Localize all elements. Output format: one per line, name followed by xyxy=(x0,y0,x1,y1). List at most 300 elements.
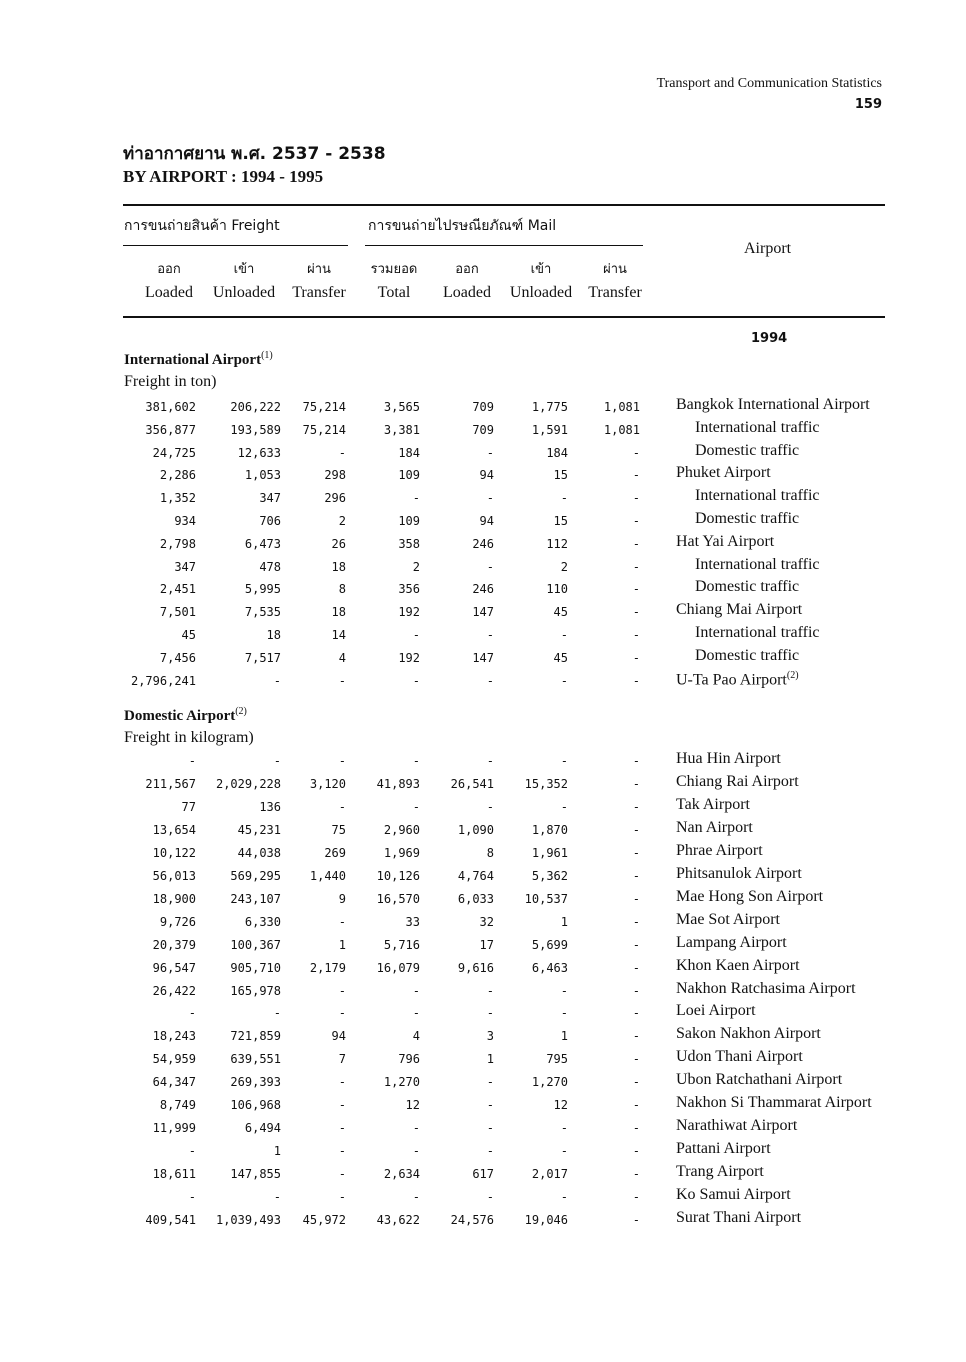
dom-row-airport-name: Ko Samui Airport xyxy=(676,1186,791,1204)
column-header-thai-1: เข้า xyxy=(233,262,255,277)
dom-row-cell: 795 xyxy=(546,1052,568,1067)
dom-row-cell: 269 xyxy=(324,845,346,860)
dom-row-cell: - xyxy=(412,754,420,768)
dom-row-cell: - xyxy=(486,983,494,998)
dom-row-airport-name: Mae Sot Airport xyxy=(676,910,780,928)
dom-row-cell: - xyxy=(338,1075,346,1090)
dom-row-cell: 10,126 xyxy=(376,868,420,883)
dom-row-airport-name: Phrae Airport xyxy=(676,841,763,859)
dom-row-cell: - xyxy=(632,1190,640,1205)
dom-row-airport-name: Tak Airport xyxy=(676,795,750,813)
dom-row-cell: - xyxy=(338,1190,346,1205)
dom-row-cell: 1,870 xyxy=(531,822,568,837)
dom-row-cell: 96,547 xyxy=(152,960,196,975)
dom-row-airport-name: Ubon Ratchathani Airport xyxy=(676,1071,843,1089)
dom-row-cell: 26,422 xyxy=(152,983,196,998)
dom-row-cell: 15,352 xyxy=(524,776,568,791)
dom-row-cell: 41,893 xyxy=(376,776,420,791)
dom-row-airport-name: Nakhon Ratchasima Airport xyxy=(676,979,856,997)
dom-row-cell: 1,270 xyxy=(531,1075,568,1090)
intl-row-cell: 296 xyxy=(324,491,346,506)
dom-row-cell: 24,576 xyxy=(450,1213,494,1227)
intl-row-cell: 7,535 xyxy=(244,605,281,620)
dom-row-airport-name: Mae Hong Son Airport xyxy=(676,887,824,905)
intl-row-cell: - xyxy=(632,536,640,551)
intl-row-airport-name: Domestic traffic xyxy=(695,578,800,596)
dom-row-cell: 617 xyxy=(472,1167,494,1182)
intl-row-cell: 14 xyxy=(331,628,346,642)
dom-row-cell: 45,972 xyxy=(302,1213,346,1227)
dom-row-cell: 4 xyxy=(412,1029,420,1044)
intl-row-cell: - xyxy=(486,628,494,642)
column-header-unloaded-1: Unloaded xyxy=(212,284,276,301)
column-header-thai-6: ผ่าน xyxy=(603,262,627,277)
dom-row-cell: 10,537 xyxy=(524,891,568,906)
dom-row-cell: - xyxy=(632,1075,640,1090)
dom-row-cell: 6,033 xyxy=(457,891,494,906)
dom-row-cell: 64,347 xyxy=(152,1075,196,1090)
intl-row-airport-name: International traffic xyxy=(695,624,820,641)
intl-row-cell: 15 xyxy=(553,514,568,528)
dom-row-cell: 7 xyxy=(338,1052,346,1067)
intl-row-cell: 246 xyxy=(472,536,494,551)
dom-row-cell: 2,960 xyxy=(383,822,420,837)
dom-row-cell: - xyxy=(412,1190,420,1205)
intl-row-cell: 94 xyxy=(479,468,494,483)
dom-row-airport-name: Udon Thani Airport xyxy=(676,1048,803,1066)
intl-row-cell: 478 xyxy=(259,559,281,574)
intl-row-cell: - xyxy=(632,491,640,506)
dom-row-cell: 12 xyxy=(405,1098,420,1113)
dom-row-cell: 77 xyxy=(181,799,196,814)
dom-row-airport-name: Sakon Nakhon Airport xyxy=(676,1025,821,1043)
dom-row-airport-name: Hua Hin Airport xyxy=(676,750,781,767)
dom-row-cell: - xyxy=(188,1006,196,1021)
dom-row-cell: 5,362 xyxy=(531,868,568,883)
column-header-total-3: Total xyxy=(377,284,411,301)
intl-row-cell: 3,565 xyxy=(383,400,420,414)
intl-row-cell: 26 xyxy=(331,536,346,551)
intl-row-cell: 109 xyxy=(398,514,420,528)
dom-row-cell: 8 xyxy=(486,845,494,860)
column-header-thai-0: ออก xyxy=(157,262,181,277)
intl-row-cell: 112 xyxy=(546,536,568,551)
dom-row-cell: - xyxy=(632,1213,640,1227)
intl-row-cell: 706 xyxy=(259,514,281,528)
dom-row-cell: 18,243 xyxy=(152,1029,196,1044)
intl-row-cell: 147 xyxy=(472,650,494,665)
intl-row-cell: - xyxy=(560,628,568,642)
intl-row-cell: 75,214 xyxy=(302,422,346,437)
intl-row-cell: 18 xyxy=(331,559,346,574)
intl-row-cell: 356,877 xyxy=(145,422,196,437)
dom-row-cell: 16,079 xyxy=(376,960,420,975)
intl-row-cell: - xyxy=(486,559,494,574)
dom-row-cell: 45,231 xyxy=(237,822,281,837)
dom-row-airport-name: Surat Thani Airport xyxy=(676,1209,802,1226)
dom-row-cell: - xyxy=(338,914,346,929)
intl-row-cell: 2,798 xyxy=(159,536,196,551)
intl-row-cell: - xyxy=(632,605,640,620)
dom-row-cell: 10,122 xyxy=(152,845,196,860)
intl-row-cell: 75,214 xyxy=(302,400,346,414)
dom-row-cell: 3 xyxy=(486,1029,494,1044)
dom-row-cell: - xyxy=(560,983,568,998)
dom-row-cell: - xyxy=(486,1190,494,1205)
dom-row-cell: 1 xyxy=(273,1144,281,1159)
top-rule xyxy=(123,204,885,206)
intl-row-cell: 184 xyxy=(398,445,420,460)
dom-row-airport-name: Nakhon Si Thammarat Airport xyxy=(676,1094,872,1112)
intl-row-cell: 45 xyxy=(181,628,196,642)
intl-row-airport-name: U-Ta Pao Airport$^{(2)}$ xyxy=(676,669,799,688)
intl-row-cell: 192 xyxy=(398,605,420,620)
dom-row-cell: - xyxy=(632,960,640,975)
dom-row-airport-name: Pattani Airport xyxy=(676,1140,771,1158)
intl-row-cell: 2 xyxy=(338,514,346,528)
intl-row-cell: 7,517 xyxy=(244,650,281,665)
dom-row-cell: - xyxy=(560,799,568,814)
intl-row-cell: 709 xyxy=(472,422,494,437)
intl-row-cell: - xyxy=(486,445,494,460)
intl-row-cell: 5,995 xyxy=(244,582,281,597)
intl-row-cell: 6,473 xyxy=(244,536,281,551)
intl-row-cell: - xyxy=(632,468,640,483)
intl-row-airport-name: Domestic traffic xyxy=(695,510,800,527)
dom-row-cell: - xyxy=(412,1144,420,1159)
airport-column-header: Airport xyxy=(744,240,792,257)
dom-row-cell: - xyxy=(486,1098,494,1113)
dom-row-cell: 211,567 xyxy=(145,776,196,791)
intl-row-cell: - xyxy=(412,628,420,642)
dom-row-cell: 100,367 xyxy=(230,937,281,952)
dom-row-cell: 1 xyxy=(338,937,346,952)
dom-row-cell: - xyxy=(412,1006,420,1021)
intl-row-cell: - xyxy=(632,628,640,642)
intl-row-cell: - xyxy=(486,673,494,688)
intl-row-cell: - xyxy=(338,445,346,460)
dom-row-cell: 2,017 xyxy=(531,1167,568,1182)
dom-row-cell: - xyxy=(632,1052,640,1067)
dom-row-cell: 5,716 xyxy=(383,937,420,952)
dom-row-cell: - xyxy=(632,1029,640,1044)
intl-row-cell: 184 xyxy=(546,445,568,460)
section-domestic-label: Domestic Airport$^{(2)}$ xyxy=(124,706,247,724)
dom-row-cell: - xyxy=(412,799,420,814)
dom-row-cell: 147,855 xyxy=(230,1167,281,1182)
intl-row-cell: 45 xyxy=(553,650,568,665)
intl-row-cell: - xyxy=(632,445,640,460)
dom-row-cell: 6,494 xyxy=(244,1121,281,1136)
dom-row-airport-name: Narathiwat Airport xyxy=(676,1117,798,1135)
section-domestic-unit: Freight in kilogram) xyxy=(124,729,254,746)
intl-row-cell: 12,633 xyxy=(237,445,281,460)
intl-row-cell: 8 xyxy=(338,582,346,597)
intl-row-cell: 1,775 xyxy=(531,400,568,414)
dom-row-cell: 1,969 xyxy=(383,845,420,860)
dom-row-cell: - xyxy=(338,1098,346,1113)
intl-row-cell: 246 xyxy=(472,582,494,597)
dom-row-cell: - xyxy=(338,1144,346,1159)
intl-row-cell: 1,081 xyxy=(603,400,640,414)
header-bottom-rule xyxy=(123,316,885,318)
intl-row-airport-name: International traffic xyxy=(695,555,820,573)
dom-row-cell: 43,622 xyxy=(376,1213,420,1227)
intl-row-cell: 2,286 xyxy=(159,468,196,483)
intl-row-cell: - xyxy=(632,673,640,688)
intl-row-airport-name: Phuket Airport xyxy=(676,464,771,482)
table-title-thai: ท่าอากาศยาน พ.ศ. 2537 - 2538 xyxy=(123,144,386,164)
dom-row-cell: 26,541 xyxy=(450,776,494,791)
dom-row-cell: 18,900 xyxy=(152,891,196,906)
dom-row-airport-name: Chiang Rai Airport xyxy=(676,772,799,790)
dom-row-cell: 639,551 xyxy=(230,1052,281,1067)
intl-row-cell: - xyxy=(632,650,640,665)
intl-row-cell: 4 xyxy=(338,650,346,665)
dom-row-cell: 243,107 xyxy=(230,891,281,906)
dom-row-cell: - xyxy=(632,914,640,929)
dom-row-cell: - xyxy=(412,1121,420,1136)
year-label: 1994 xyxy=(751,331,788,346)
column-header-transfer-2: Transfer xyxy=(292,284,346,301)
dom-row-cell: - xyxy=(560,1190,568,1205)
dom-row-cell: - xyxy=(632,983,640,998)
intl-row-cell: - xyxy=(632,559,640,574)
intl-row-cell: 109 xyxy=(398,468,420,483)
dom-row-cell: 3,120 xyxy=(309,776,346,791)
dom-row-cell: 1,440 xyxy=(309,868,346,883)
dom-row-cell: - xyxy=(632,822,640,837)
intl-row-cell: 15 xyxy=(553,468,568,483)
dom-row-cell: 1,039,493 xyxy=(215,1213,281,1227)
intl-row-cell: 1,352 xyxy=(159,491,196,506)
dom-row-cell: 1 xyxy=(486,1052,494,1067)
dom-row-cell: - xyxy=(338,983,346,998)
dom-row-cell: 269,393 xyxy=(230,1075,281,1090)
column-header-loaded-0: Loaded xyxy=(145,284,193,301)
page-running-title: Transport and Communication Statistics xyxy=(656,76,882,91)
dom-row-cell: 4,764 xyxy=(457,868,494,883)
page-number: 159 xyxy=(854,97,882,112)
intl-row-airport-name: Domestic traffic xyxy=(695,441,800,459)
dom-row-cell: - xyxy=(632,891,640,906)
dom-row-cell: 136 xyxy=(259,799,281,814)
intl-row-cell: 934 xyxy=(174,514,196,528)
dom-row-cell: - xyxy=(188,754,196,768)
dom-row-cell: 6,330 xyxy=(244,914,281,929)
freight-group-header: การขนถ่ายสินค้า Freight xyxy=(124,218,280,234)
dom-row-cell: 1 xyxy=(560,1029,568,1044)
dom-row-cell: 2,029,228 xyxy=(215,776,281,791)
intl-row-cell: 192 xyxy=(398,650,420,665)
dom-row-cell: - xyxy=(486,799,494,814)
column-header-thai-5: เข้า xyxy=(530,262,552,277)
dom-row-cell: 569,295 xyxy=(230,868,281,883)
intl-row-cell: - xyxy=(632,514,640,528)
freight-group-rule xyxy=(123,245,348,246)
dom-row-cell: - xyxy=(338,799,346,814)
dom-row-cell: - xyxy=(560,754,568,768)
dom-row-cell: 1 xyxy=(560,914,568,929)
dom-row-cell: - xyxy=(338,1167,346,1182)
intl-row-cell: 298 xyxy=(324,468,346,483)
dom-row-cell: - xyxy=(338,1121,346,1136)
table-title-english: BY AIRPORT : 1994 - 1995 xyxy=(123,167,324,186)
intl-row-cell: 147 xyxy=(472,605,494,620)
intl-row-cell: 94 xyxy=(479,514,494,528)
intl-row-cell: - xyxy=(632,582,640,597)
intl-row-cell: 24,725 xyxy=(152,445,196,460)
dom-row-airport-name: Loei Airport xyxy=(676,1002,756,1020)
dom-row-cell: 9 xyxy=(338,891,346,906)
dom-row-cell: - xyxy=(632,776,640,791)
section-international-unit: Freight in ton) xyxy=(124,373,217,390)
dom-row-cell: 796 xyxy=(398,1052,420,1067)
intl-row-cell: 356 xyxy=(398,582,420,597)
dom-row-cell: - xyxy=(632,799,640,814)
intl-row-cell: 206,222 xyxy=(230,400,281,414)
dom-row-cell: 20,379 xyxy=(152,937,196,952)
intl-row-cell: 347 xyxy=(174,559,196,574)
dom-row-cell: - xyxy=(632,1098,640,1113)
dom-row-cell: - xyxy=(486,1006,494,1021)
dom-row-airport-name: Nan Airport xyxy=(676,818,753,836)
intl-row-cell: - xyxy=(486,491,494,506)
dom-row-cell: 721,859 xyxy=(230,1029,281,1044)
dom-row-cell: - xyxy=(632,868,640,883)
intl-row-cell: 347 xyxy=(259,491,281,506)
intl-row-airport-name: International traffic xyxy=(695,487,820,505)
dom-row-cell: - xyxy=(486,1075,494,1090)
intl-row-cell: - xyxy=(412,673,420,688)
dom-row-cell: 1,270 xyxy=(383,1075,420,1090)
intl-row-cell: - xyxy=(338,673,346,688)
dom-row-cell: - xyxy=(188,1190,196,1205)
column-header-thai-3: รวมยอด xyxy=(370,262,418,277)
column-header-unloaded-5: Unloaded xyxy=(509,284,573,301)
dom-row-airport-name: Khon Kaen Airport xyxy=(676,956,800,974)
intl-row-cell: 709 xyxy=(472,400,494,414)
section-international-label: International Airport$^{(1)}$ xyxy=(124,350,273,368)
intl-row-cell: 193,589 xyxy=(230,422,281,437)
dom-row-cell: 56,013 xyxy=(152,868,196,883)
intl-row-cell: - xyxy=(273,673,281,688)
dom-row-cell: - xyxy=(632,1144,640,1159)
dom-row-cell: 11,999 xyxy=(152,1121,196,1136)
intl-row-cell: 7,456 xyxy=(159,650,196,665)
dom-row-cell: - xyxy=(273,754,281,768)
intl-row-cell: 2 xyxy=(412,559,420,574)
intl-row-cell: 18 xyxy=(266,628,281,642)
intl-row-cell: 45 xyxy=(553,605,568,620)
dom-row-cell: - xyxy=(188,1144,196,1159)
dom-row-cell: 409,541 xyxy=(145,1213,196,1227)
dom-row-cell: - xyxy=(273,1190,281,1205)
dom-row-cell: 1,961 xyxy=(531,845,568,860)
intl-row-airport-name: Hat Yai Airport xyxy=(676,532,775,550)
intl-row-cell: 18 xyxy=(331,605,346,620)
dom-row-cell: - xyxy=(273,1006,281,1021)
column-header-thai-4: ออก xyxy=(455,262,479,277)
dom-row-cell: - xyxy=(632,1167,640,1182)
dom-row-cell: 18,611 xyxy=(152,1167,196,1182)
dom-row-cell: 32 xyxy=(479,914,494,929)
intl-row-cell: 2,796,241 xyxy=(130,673,196,688)
dom-row-cell: 2,179 xyxy=(309,960,346,975)
dom-row-cell: 16,570 xyxy=(376,891,420,906)
column-header-transfer-6: Transfer xyxy=(588,284,642,301)
dom-row-cell: 5,699 xyxy=(531,937,568,952)
dom-row-cell: 905,710 xyxy=(230,960,281,975)
dom-row-cell: - xyxy=(486,1144,494,1159)
intl-row-cell: 1,591 xyxy=(531,422,568,437)
intl-row-airport-name: International traffic xyxy=(695,418,820,436)
intl-row-airport-name: Bangkok International Airport xyxy=(676,396,870,413)
mail-group-header: การขนถ่ายไปรษณียภัณฑ์ Mail xyxy=(368,218,557,234)
dom-row-cell: 2,634 xyxy=(383,1167,420,1182)
column-header-loaded-4: Loaded xyxy=(443,284,491,301)
dom-row-cell: 6,463 xyxy=(531,960,568,975)
dom-row-cell: 106,968 xyxy=(230,1098,281,1113)
dom-row-cell: 75 xyxy=(331,822,346,837)
intl-row-cell: - xyxy=(560,673,568,688)
dom-row-cell: 94 xyxy=(331,1029,346,1044)
dom-row-cell: 1,090 xyxy=(457,822,494,837)
dom-row-airport-name: Phitsanulok Airport xyxy=(676,864,802,882)
dom-row-cell: 19,046 xyxy=(524,1213,568,1227)
dom-row-cell: 9,616 xyxy=(457,960,494,975)
dom-row-cell: - xyxy=(338,1006,346,1021)
intl-row-cell: 7,501 xyxy=(159,605,196,620)
dom-row-cell: 9,726 xyxy=(159,914,196,929)
intl-row-airport-name: Chiang Mai Airport xyxy=(676,601,803,619)
intl-row-cell: 2,451 xyxy=(159,582,196,597)
dom-row-cell: 165,978 xyxy=(230,983,281,998)
dom-row-cell: 44,038 xyxy=(237,845,281,860)
intl-row-cell: 3,381 xyxy=(383,422,420,437)
intl-row-cell: - xyxy=(560,491,568,506)
dom-row-cell: - xyxy=(486,1121,494,1136)
dom-row-cell: 12 xyxy=(553,1098,568,1113)
intl-row-cell: - xyxy=(412,491,420,506)
dom-row-cell: 17 xyxy=(479,937,494,952)
dom-row-cell: - xyxy=(412,983,420,998)
dom-row-cell: 8,749 xyxy=(159,1098,196,1113)
dom-row-cell: - xyxy=(632,1006,640,1021)
dom-row-airport-name: Lampang Airport xyxy=(676,933,787,951)
mail-group-rule xyxy=(365,245,643,246)
dom-row-cell: - xyxy=(632,754,640,768)
intl-row-cell: 2 xyxy=(560,559,568,574)
intl-row-cell: 358 xyxy=(398,536,420,551)
dom-row-cell: - xyxy=(632,937,640,952)
dom-row-cell: - xyxy=(560,1144,568,1159)
column-header-thai-2: ผ่าน xyxy=(307,262,331,277)
dom-row-cell: 33 xyxy=(405,914,420,929)
dom-row-cell: 13,654 xyxy=(152,822,196,837)
intl-row-cell: 110 xyxy=(546,582,568,597)
dom-row-cell: 54,959 xyxy=(152,1052,196,1067)
intl-row-cell: 1,053 xyxy=(244,468,281,483)
dom-row-cell: - xyxy=(632,1121,640,1136)
dom-row-cell: - xyxy=(486,754,494,768)
dom-row-airport-name: Trang Airport xyxy=(676,1163,764,1181)
intl-row-cell: 381,602 xyxy=(145,400,196,414)
dom-row-cell: - xyxy=(560,1006,568,1021)
dom-row-cell: - xyxy=(338,754,346,768)
dom-row-cell: - xyxy=(632,845,640,860)
intl-row-cell: 1,081 xyxy=(603,422,640,437)
